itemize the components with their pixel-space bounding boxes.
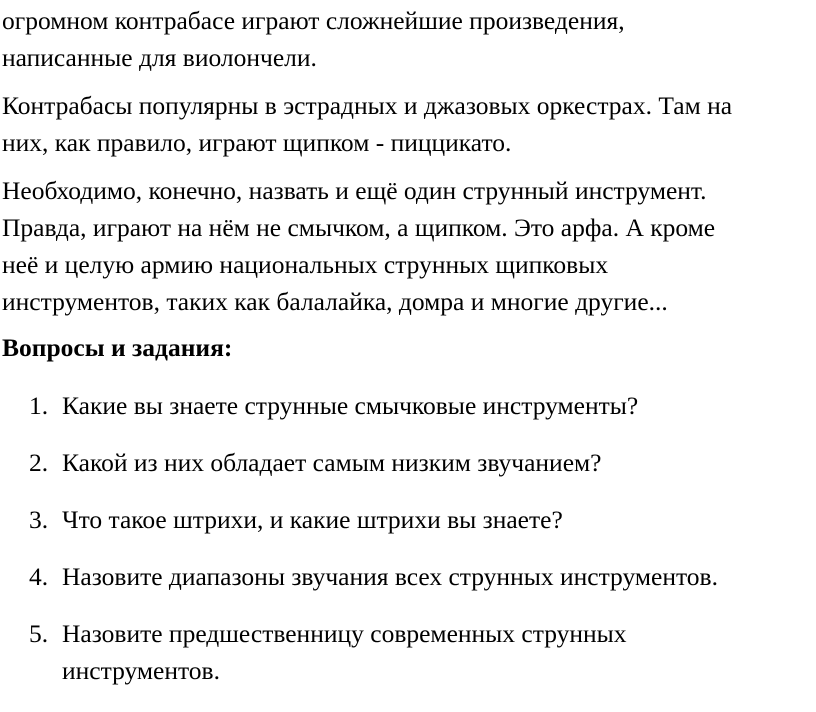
text-line: Правда, играют на нём не смычком, а щипком. Это арфа. А кроме <box>2 213 716 242</box>
question-item <box>2 387 812 424</box>
question-item <box>2 444 812 481</box>
questions-heading: Вопросы и задания: <box>2 333 233 362</box>
question-number: 2. <box>29 448 49 477</box>
body-text <box>2 2 812 320</box>
paragraph-1 <box>2 2 812 76</box>
question-text <box>62 387 812 424</box>
text-line: Назовите диапазоны звучания всех струнных инструментов. <box>62 562 718 591</box>
question-text <box>62 558 812 595</box>
text-line: инструментов. <box>62 656 220 685</box>
paragraph-2 <box>2 87 812 161</box>
text-line: написанные для виолончели. <box>2 43 317 72</box>
text-line: Что такое штрихи, и какие штрихи вы знаете? <box>62 505 563 534</box>
text-line: Какие вы знаете струнные смычковые инструменты? <box>62 391 639 420</box>
text-line: неё и целую армию национальных струнных щипковых <box>2 250 609 279</box>
text-line: Необходимо, конечно, назвать и ещё один струнный инструмент. <box>2 176 707 205</box>
paragraph-3 <box>2 172 812 320</box>
question-text <box>62 501 812 538</box>
text-line: Какой из них обладает самым низким звучанием? <box>62 448 602 477</box>
question-item <box>2 501 812 538</box>
text-line: инструментов, таких как балалайка, домра и многие другие... <box>2 287 668 316</box>
text-line: огромном контрабасе играют сложнейшие произведения, <box>2 6 625 35</box>
question-text <box>62 444 812 481</box>
question-text <box>62 615 812 689</box>
text-line: них, как правило, играют щипком - пиццикато. <box>2 128 512 157</box>
text-line: Контрабасы популярны в эстрадных и джазовых оркестрах. Там на <box>2 91 733 120</box>
document-page <box>2 2 812 689</box>
question-item <box>2 615 812 689</box>
question-number: 1. <box>29 391 49 420</box>
questions-list <box>2 387 812 689</box>
question-number: 5. <box>29 619 49 648</box>
question-item <box>2 558 812 595</box>
question-number: 3. <box>29 505 49 534</box>
text-line: Назовите предшественницу современных струнных <box>62 619 627 648</box>
question-number: 4. <box>29 562 49 591</box>
